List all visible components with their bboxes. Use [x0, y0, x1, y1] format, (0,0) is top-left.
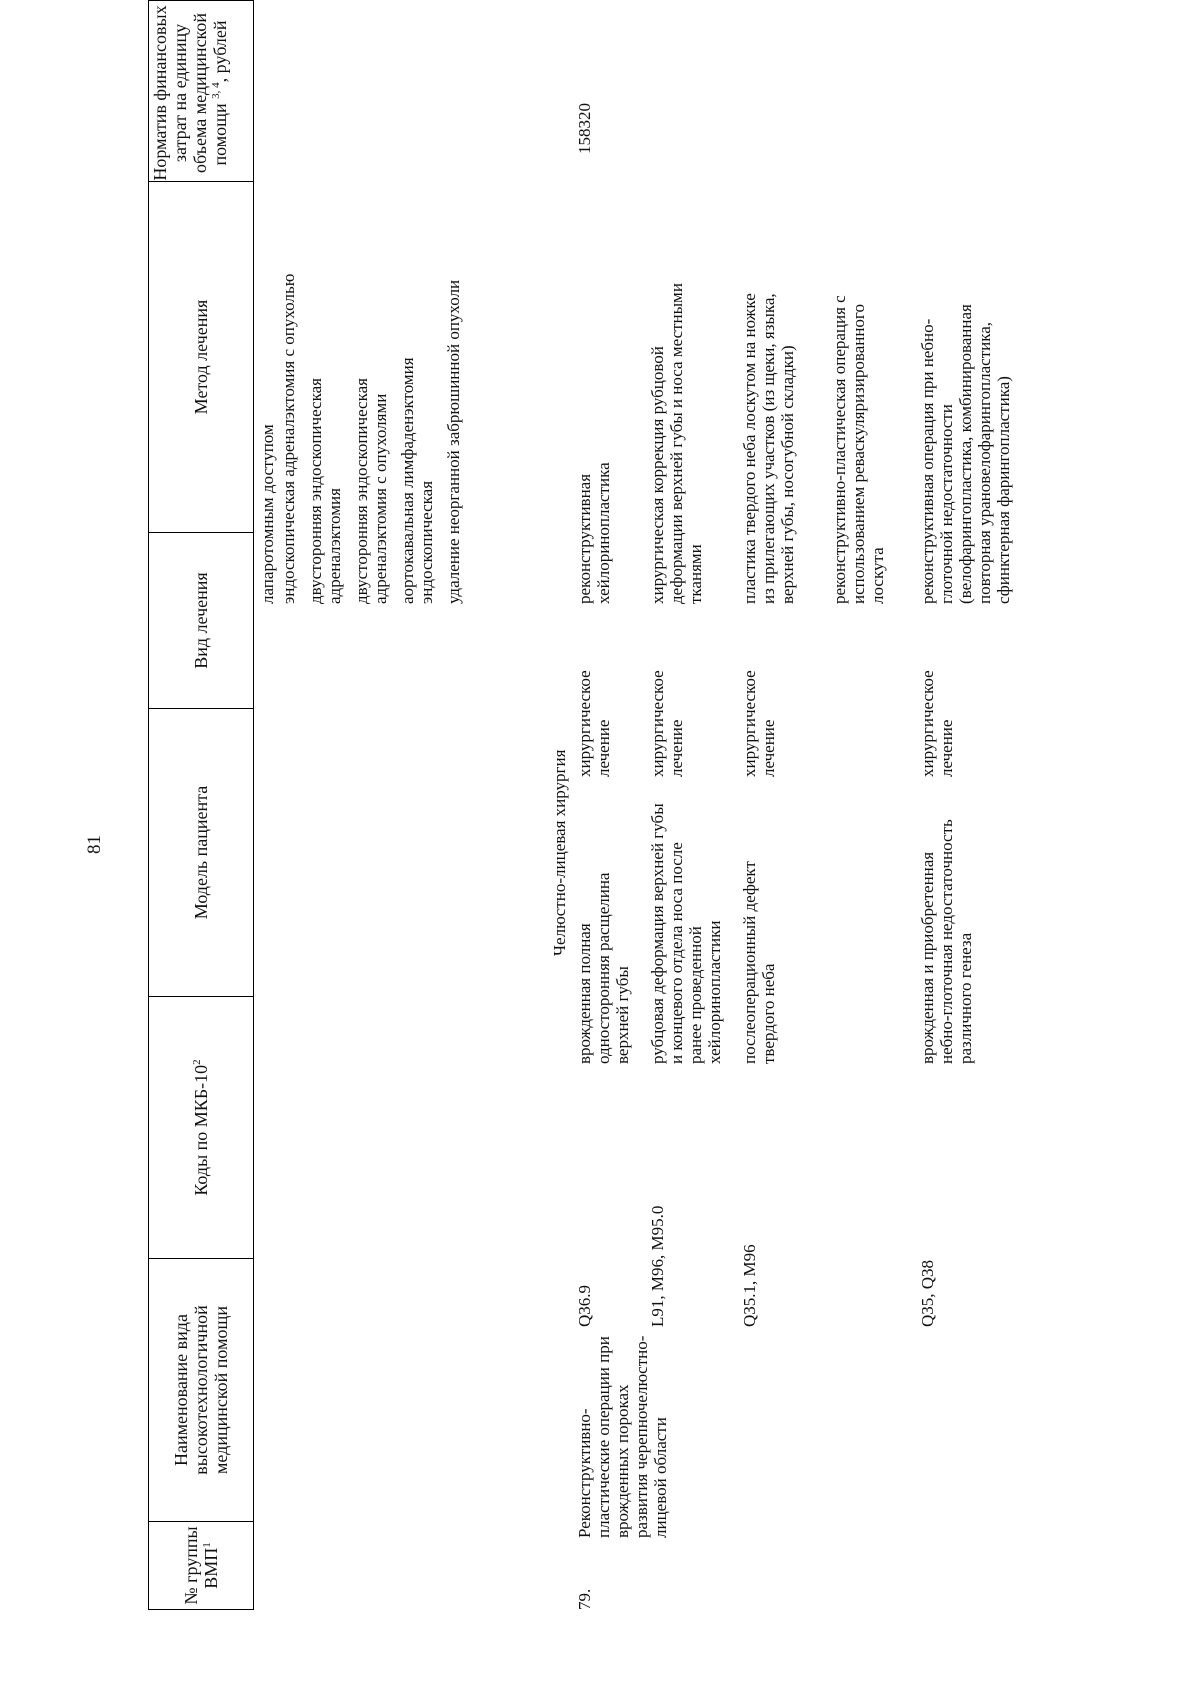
patient-model: послеоперационный дефект твердого неба [740, 861, 778, 1064]
section-title: Челюстно-лицевая хирургия [550, 749, 569, 956]
treatment-type: хирургическое лечение [918, 670, 956, 777]
group-number: 79. [575, 1588, 594, 1610]
treatment-method: пластика твердого неба лоскутом на ножке из прилегающих участков (из щеки, языка, верхней губы, носогубной складки) [740, 293, 797, 604]
icd-codes: Q35.1, M96 [740, 1244, 759, 1327]
icd-codes: L91, M96, M95.0 [648, 1205, 667, 1327]
icd-codes: Q36.9 [575, 1284, 594, 1327]
method-item: лапаротомным доступом [258, 424, 277, 604]
header-icd-codes: Коды по МКБ-$10^2$ [191, 1059, 211, 1196]
treatment-type: хирургическое лечение [575, 670, 613, 777]
treatment-type: хирургическое лечение [648, 670, 686, 777]
header-treatment-type: Вид лечения [191, 572, 211, 669]
method-item: аортокавальная лимфаденэктомия эндоскопическая [398, 357, 436, 604]
patient-model: рубцовая деформация верхней губы и концевого отдела носа после ранее проведенной хейлоринопластики [648, 803, 724, 1064]
header-patient-model: Модель пациента [191, 785, 211, 920]
treatment-method: реконструктивная операция при небно-глоточной недостаточности (велофарингопластика, комбинированная повторная урановелофарингопластика, сфинктерная фарингопластика) [918, 304, 1013, 604]
table-header [148, 0, 254, 1610]
group-name: Реконструктивно-пластические операции при врожденных пороках развития черепночелюстно-лицевой области [575, 1335, 670, 1538]
page-number: 81 [84, 835, 105, 854]
patient-model: врожденная и приобретенная небно-глоточная недостаточность различного генеза [918, 819, 975, 1064]
header-treatment-method: Метод лечения [191, 299, 211, 415]
continuation-method-list [258, 264, 463, 604]
method-item: эндоскопическая адреналэктомия с опухолью [279, 273, 298, 604]
patient-model: врожденная полная односторонняя расщелина верхней губы [575, 872, 632, 1064]
treatment-method: хирургическая коррекция рубцовой деформации верхней губы и носа местными тканями [648, 283, 705, 604]
financial-norm-value: 158320 [575, 103, 594, 154]
header-financial-norm-text: Норматив финансовых затрат на единицу объема медицинской помощи $^{3, 4}$, рублей [150, 5, 230, 181]
method-item: удаление неорганной забрюшинной опухоли [444, 279, 463, 604]
header-group-number: № группы ВМП$^1$ [181, 1526, 221, 1605]
treatment-method: реконструктивная хейлоринопластика [575, 462, 613, 604]
treatment-method: реконструктивно-пластическая операция с использованием реваскуляризированного лоскута [830, 295, 887, 604]
treatment-type: хирургическое лечение [740, 670, 778, 777]
method-item: двусторонняя эндоскопическая адреналэктомия [306, 378, 344, 604]
icd-codes: Q35, Q38 [918, 1259, 937, 1327]
method-item: двусторонняя эндоскопическая адреналэктомия с опухолями [352, 378, 390, 604]
header-vmp-name: Наименование вида высокотехнологичной медицинской помощи [171, 1305, 231, 1475]
